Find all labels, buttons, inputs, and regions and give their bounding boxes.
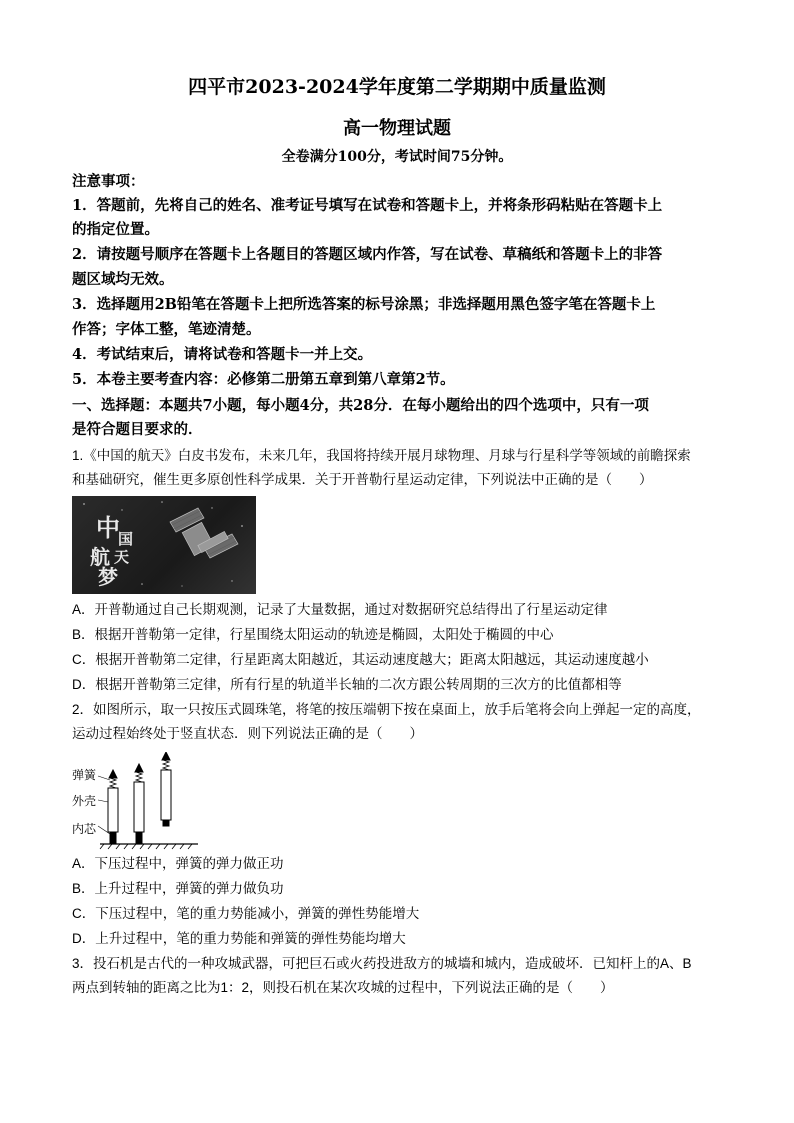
pen-2 (134, 764, 144, 844)
note-line: 题区域均无效。 (72, 271, 174, 288)
note-line: 的指定位置。 (72, 221, 159, 238)
subject-title: 高一物理试题 (343, 118, 451, 139)
q1-option-c: C．根据开普勒第二定律，行星距离太阳越近，其运动速度越大；距离太阳越远，其运动速度越小 (72, 652, 649, 667)
logo-text: 中 (96, 513, 120, 542)
pen-3 (161, 752, 171, 826)
exam-info: 全卷满分100分，考试时间75分钟。 (281, 149, 513, 165)
q2-stem-cont: 运动过程始终处于竖直状态．则下列说法正确的是（ ） (72, 726, 423, 741)
shell-label: 外壳 (72, 794, 97, 808)
q1-option-d: D．根据开普勒第三定律，所有行星的轨道半长轴的二次方跟公转周期的三次方的比值都相等 (72, 677, 622, 692)
exam-title: 四平市2023-2024学年度第二学期期中质量监测 (188, 76, 606, 98)
svg-text:梦: 梦 (98, 565, 118, 589)
q1-stem: 1.《中国的航天》白皮书发布，未来几年，我国将持续开展月球物理、月球与行星科学等领域的前瞻探索 (72, 448, 691, 463)
q3-stem-cont: 两点到转轴的距离之比为1：2，则投石机在某次攻城的过程中，下列说法正确的是（ ） (72, 980, 614, 995)
q2-option-a: A．下压过程中，弹簧的弹力做正功 (72, 856, 284, 871)
note-line: 5．本卷主要考查内容：必修第二册第五章到第八章第2节。 (72, 371, 455, 388)
section-heading-cont: 是符合题目要求的． (72, 421, 203, 438)
q2-stem: 2．如图所示，取一只按压式圆珠笔，将笔的按压端朝下按在桌面上，放手后笔将会向上弹起一定的高度， (72, 702, 701, 717)
q1-option-a: A．开普勒通过自己长期观测，记录了大量数据，通过对数据研究总结得出了行星运动定律 (72, 602, 608, 617)
note-line: 1．答题前，先将自己的姓名、准考证号填写在试卷和答题卡上，并将条形码粘贴在答题卡上 (72, 197, 663, 214)
note-line: 4．考试结束后，请将试卷和答题卡一并上交。 (72, 346, 373, 363)
note-line: 3．选择题用2B铅笔在答题卡上把所选答案的标号涂黑；非选择题用黑色签字笔在答题卡上 (72, 296, 656, 313)
q2-option-d: D．上升过程中，笔的重力势能和弹簧的弹性势能均增大 (72, 931, 406, 946)
q1-stem-cont: 和基础研究，催生更多原创性科学成果．关于开普勒行星运动定律，下列说法中正确的是（ ） (72, 472, 653, 487)
core-label: 内芯 (72, 822, 97, 836)
space-station-image (72, 496, 256, 594)
svg-text:国: 国 (118, 530, 134, 548)
q2-option-c: C．下压过程中，笔的重力势能减小，弹簧的弹性势能增大 (72, 906, 420, 921)
section-heading: 一、选择题：本题共7小题，每小题4分，共28分．在每小题给出的四个选项中，只有一项 (72, 397, 649, 414)
pen-figure (70, 752, 200, 852)
note-line: 作答；字体工整，笔迹清楚。 (72, 321, 261, 338)
spring-label: 弹簧 (72, 768, 97, 782)
notes-heading: 注意事项： (72, 173, 145, 190)
svg-text:航: 航 (90, 545, 110, 569)
q3-stem: 3．投石机是古代的一种攻城武器，可把巨石或火药投进敌方的城墙和城内，造成破坏．已知杆上的A、B (72, 956, 692, 971)
svg-text:天: 天 (114, 548, 130, 566)
pen-1 (108, 770, 118, 844)
q2-option-b: B．上升过程中，弹簧的弹力做负功 (72, 881, 284, 896)
space-station-illustration (72, 496, 256, 594)
q1-option-b: B．根据开普勒第一定律，行星围绕太阳运动的轨迹是椭圆，太阳处于椭圆的中心 (72, 627, 554, 642)
note-line: 2．请按题号顺序在答题卡上各题目的答题区域内作答，写在试卷、草稿纸和答题卡上的非答 (72, 246, 663, 263)
